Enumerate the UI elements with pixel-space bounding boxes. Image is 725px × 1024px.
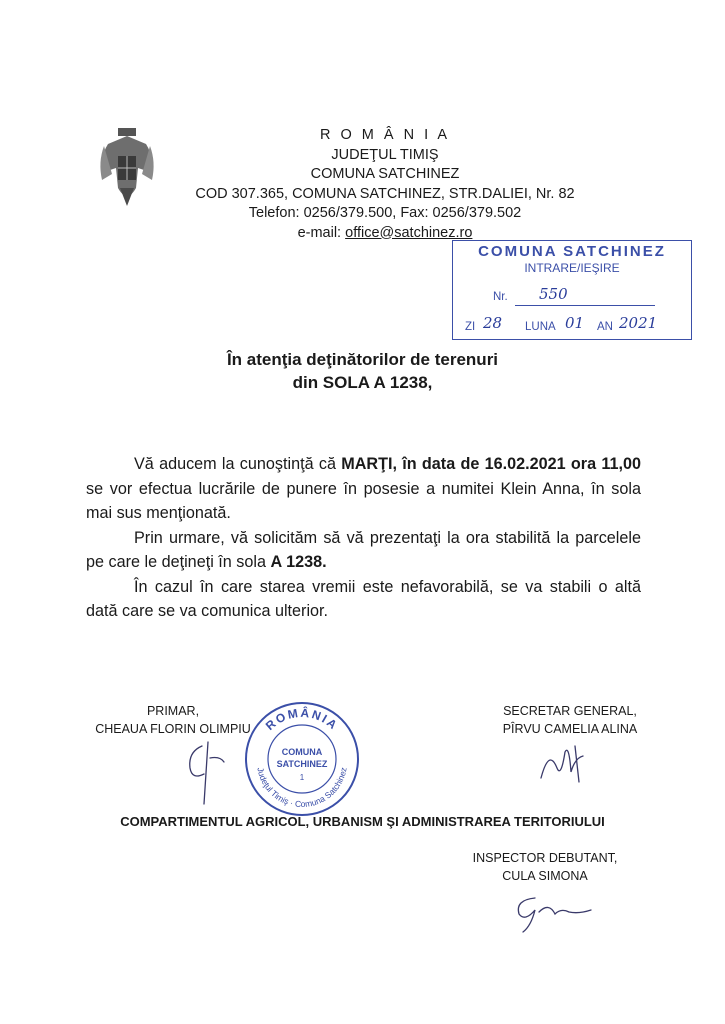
stamp-an-label: AN — [597, 321, 613, 333]
country-name: R O M Â N I A — [319, 127, 451, 143]
stamp-luna-value: 01 — [565, 314, 585, 332]
phone: Telefon: 0256/379.500, Fax: 0256/379.502 — [248, 205, 522, 221]
p2-text-a: Prin urmare, vă solicităm să vă prezentaţi la ora stabilită la parcelele pe care le deţineţi în sola — [86, 528, 641, 571]
p1-text-c: se vor efectua lucrările de punere în posesie a numitei Klein Anna, în sola mai sus menţionată. — [86, 479, 641, 522]
paragraph-2 — [86, 526, 641, 575]
stamp-subtitle: INTRARE/IEŞIRE — [524, 261, 620, 275]
svg-text:ROMÂNIA — [263, 705, 341, 733]
seal-center-line-2: SATCHINEZ — [276, 759, 328, 769]
p1-text-a: Vă aducem la cunoştinţă că — [134, 455, 342, 473]
seal-number: 1 — [299, 773, 305, 782]
inspector-role: INSPECTOR DEBUTANT, — [472, 851, 618, 865]
stamp-zi-value: 28 — [483, 314, 503, 332]
title-line-1: În atenţia deţinătorilor de terenuri — [226, 350, 499, 369]
secretar-signature-block — [455, 702, 685, 738]
official-seal-icon — [243, 700, 361, 818]
p2-sola: A 1238. — [270, 553, 327, 571]
letterhead — [150, 126, 620, 243]
registration-stamp — [452, 240, 692, 340]
secretar-name: PÎRVU CAMELIA ALINA — [502, 722, 638, 736]
secretar-role: SECRETAR GENERAL, — [503, 704, 637, 718]
commune-name: COMUNA SATCHINEZ — [310, 166, 460, 182]
inspector-signature-icon — [505, 888, 595, 938]
stamp-zi-label: ZI — [465, 321, 476, 333]
secretar-signature-icon — [535, 738, 595, 788]
seal-bottom-text: Judeţul Timiş · Comuna Satchinez — [255, 766, 349, 810]
stamp-nr-value: 550 — [539, 285, 568, 303]
notice-title — [0, 348, 725, 394]
title-line-2: din SOLA A 1238, — [292, 373, 433, 392]
stamp-an-value: 2021 — [619, 314, 658, 332]
stamp-luna-label: LUNA — [525, 321, 556, 333]
address: COD 307.365, COMUNA SATCHINEZ, STR.DALIEI, Nr. 82 — [195, 185, 575, 202]
paragraph-1 — [86, 452, 641, 526]
notice-body — [86, 452, 641, 624]
inspector-name: CULA SIMONA — [502, 869, 588, 883]
stamp-nr-underline — [515, 305, 655, 306]
inspector-signature-block — [430, 849, 660, 885]
department-name: COMPARTIMENTUL AGRICOL, URBANISM ŞI ADMINISTRAREA TERITORIULUI — [120, 814, 605, 829]
seal-center-line-1: COMUNA — [281, 747, 323, 757]
email-link[interactable]: office@satchinez.ro — [345, 224, 473, 241]
paragraph-3: În cazul în care starea vremii este nefavorabilă, se va stabili o altă dată care se va comunica ulterior. — [86, 577, 641, 620]
county-name: JUDEŢUL TIMIŞ — [331, 146, 439, 163]
primar-name: CHEAUA FLORIN OLIMPIU — [95, 722, 251, 736]
seal-top-text: ROMÂNIA — [262, 705, 342, 734]
p1-date-time: MARŢI, în data de 16.02.2021 ora 11,00 — [341, 455, 641, 473]
primar-signature-icon — [180, 738, 230, 808]
stamp-title: COMUNA SATCHINEZ — [478, 243, 666, 260]
email-label: e-mail: — [297, 224, 346, 241]
stamp-nr-label: Nr. — [493, 291, 508, 303]
coat-of-arms-icon — [98, 128, 156, 208]
primar-role: PRIMAR, — [146, 704, 200, 718]
